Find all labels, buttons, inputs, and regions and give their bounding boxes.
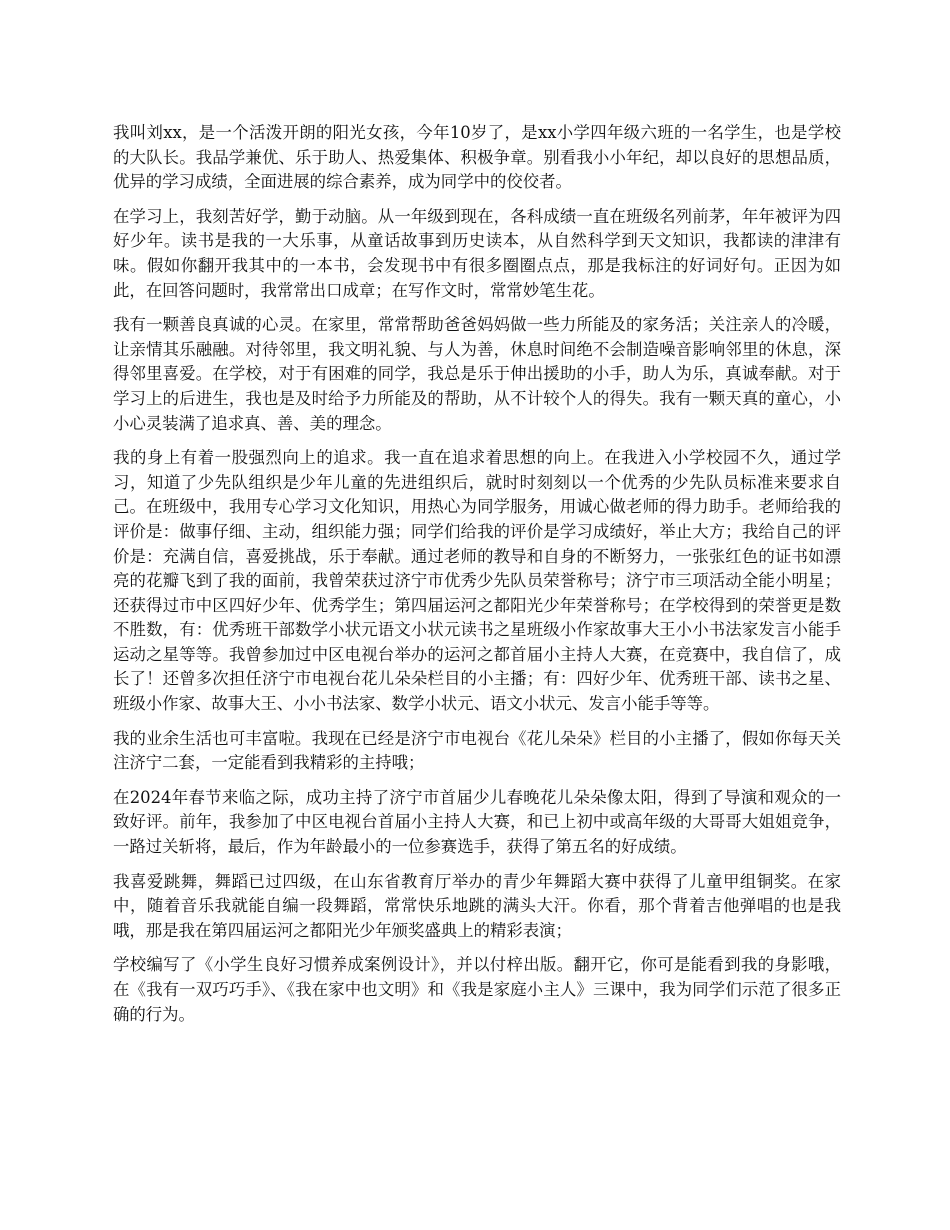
paragraph-kindness: 我有一颗善良真诚的心灵。在家里，常常帮助爸爸妈妈做一些力所能及的家务活；关注亲人的冷暖，让亲情其乐融融。对待邻里，我文明礼貌、与人为善，休息时间绝不会制造噪音影响邻里的休息，深得邻里喜爱。在学校，对于有困难的同学，我总是乐于伸出援助的小手，助人为乐，真诚奉献。对于学习上的后进生，我也是及时给予力所能及的帮助，从不计较个人的得失。我有一颗天真的童心，小小心灵装满了追求真、善、美的理念。 xyxy=(113,315,841,433)
paragraph-intro: 我叫刘xx，是一个活泼开朗的阳光女孩，今年10岁了，是xx小学四年级六班的一名学生，也是学校的大队长。我品学兼优、乐于助人、热爱集体、积极争章。别看我小小年纪，却以良好的思想品质，优异的学习成绩，全面进展的综合素养，成为同学中的佼佼者。 xyxy=(113,123,841,192)
paragraph-host: 在2024年春节来临之际，成功主持了济宁市首届少儿春晚花儿朵朵像太阳，得到了导演和观众的一致好评。前年，我参加了中区电视台首届小主持人大赛，和已上初中或高年级的大哥哥大姐姐竞争，一路过关斩将，最后，作为年龄最小的一位参赛选手，获得了第五名的好成绩。 xyxy=(113,787,841,857)
paragraph-pursuit: 我的身上有着一股强烈向上的追求。我一直在追求着思想的向上。在我进入小学校园不久，通过学习，知道了少先队组织是少年儿童的先进组织后，就时时刻刻以一个优秀的少先队员标准来要求自己。在班级中，我用专心学习文化知识，用热心为同学服务，用诚心做老师的得力助手。老师给我的评价是：做事仔细、主动，组织能力强；同学们给我的评价是学习成绩好，举止大方；我给自己的评价是：充满自信，喜爱挑战，乐于奉献。通过老师的教导和自身的不断努力，一张张红色的证书如漂亮的花瓣飞到了我的面前，我曾荣获过济宁市优秀少先队员荣誉称号；济宁市三项活动全能小明星；还获得过市中区四好少年、优秀学生；第四届运河之都阳光少年荣誉称号；在学校得到的荣誉更是数不胜数，有：优秀班干部数学小状元语文小状元读书之星班级小作家故事大王小小书法家发言小能手运动之星等等。我曾参加过中区电视台举办的运河之都首届小主持人大赛，在竞赛中，我自信了，成长了！还曾多次担任济宁市电视台花儿朵朵栏目的小主播；有：四好少年、优秀班干部、读书之星、班级小作家、故事大王、小小书法家、数学小状元、语文小状元、发言小能手等等。 xyxy=(113,448,841,714)
document-body xyxy=(113,121,841,1037)
paragraph-book: 学校编写了《小学生良好习惯养成案例设计》，并以付梓出版。翻开它，你可是能看到我的身影哦，在《我有一双巧巧手》、《我在家中也文明》和《我是家庭小主人》三课中，我为同学们示范了很多正确的行为。 xyxy=(113,955,841,1024)
paragraph-study: 在学习上，我刻苦好学，勤于动脑。从一年级到现在，各科成绩一直在班级名列前茅，年年被评为四好少年。读书是我的一大乐事，从童话故事到历史读本，从自然科学到天文知识，我都读的津津有味。假如你翻开我其中的一本书，会发现书中有很多圈圈点点，那是我标注的好词好句。正因为如此，在回答问题时，我常常出口成章；在写作文时，常常妙笔生花。 xyxy=(113,206,841,300)
paragraph-hobby: 我的业余生活也可丰富啦。我现在已经是济宁市电视台《花儿朵朵》栏目的小主播了，假如你每天关注济宁二套，一定能看到我精彩的主持哦； xyxy=(113,728,841,773)
paragraph-dance: 我喜爱跳舞，舞蹈已过四级，在山东省教育厅举办的青少年舞蹈大赛中获得了儿童甲组铜奖。在家中，随着音乐我就能自编一段舞蹈，常常快乐地跳的满头大汗。你看，那个背着吉他弹唱的也是我哦，那是我在第四届运河之都阳光少年颁奖盛典上的精彩表演； xyxy=(113,871,841,940)
